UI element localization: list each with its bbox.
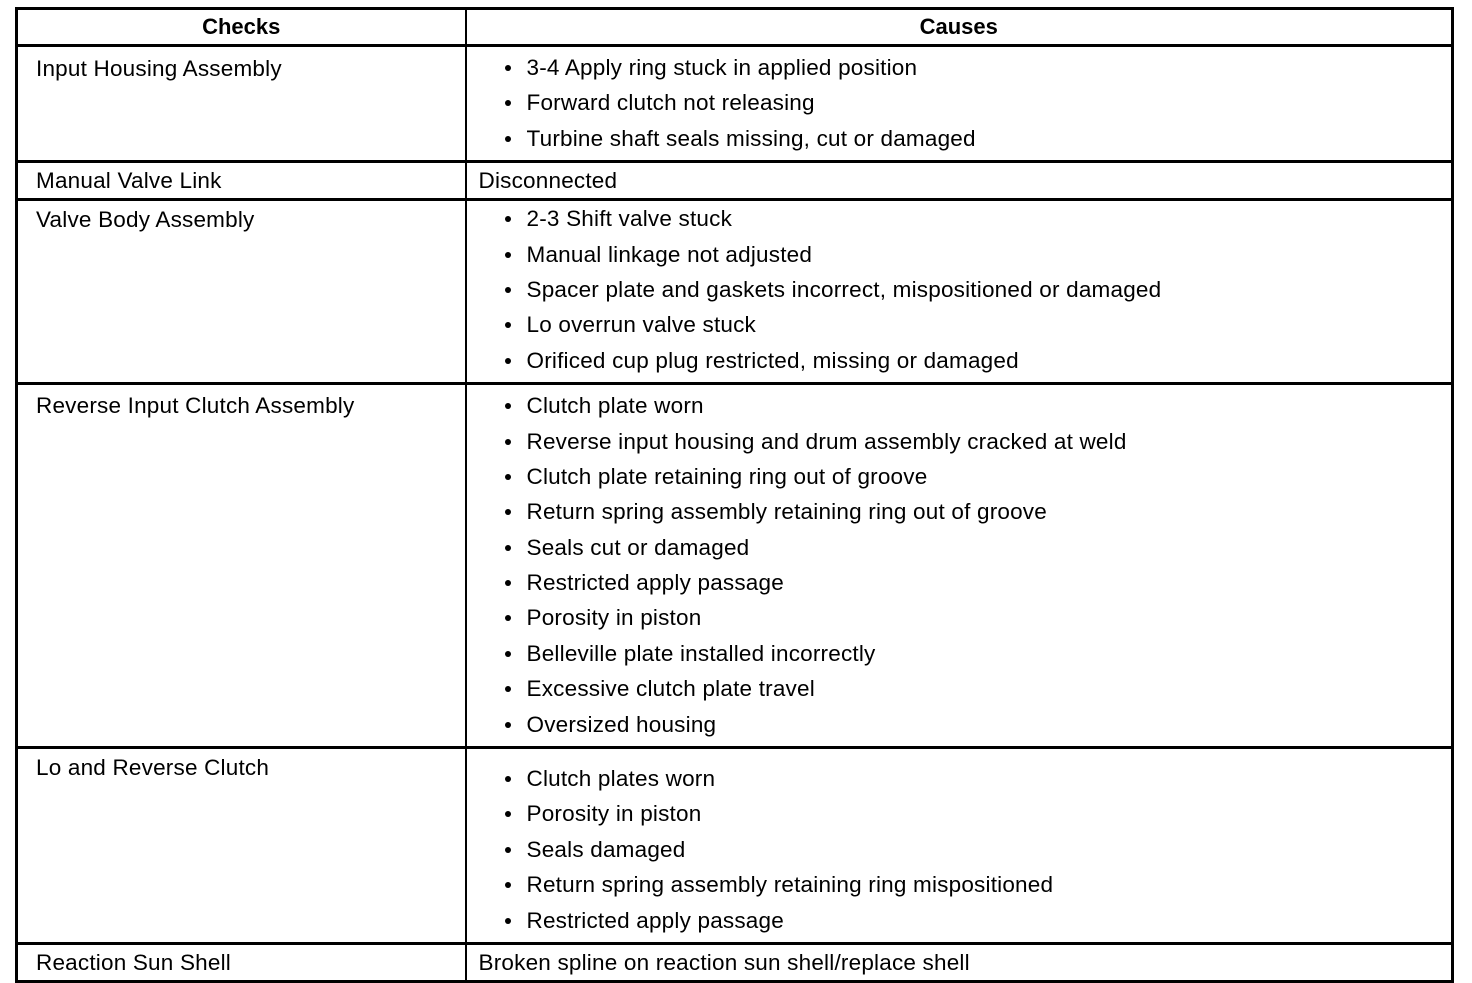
check-cell [17, 200, 466, 384]
cause-item: Excessive clutch plate travel [505, 671, 1452, 706]
diagnosis-table [15, 7, 1454, 983]
check-cell [17, 46, 466, 162]
causes-cell [466, 943, 1453, 981]
cause-item: Return spring assembly retaining ring out of groove [505, 494, 1452, 529]
cause-item: Clutch plates worn [505, 761, 1452, 796]
causes-cell [466, 162, 1453, 200]
cause-item: Seals cut or damaged [505, 530, 1452, 565]
cause-item: Reverse input housing and drum assembly cracked at weld [505, 424, 1452, 459]
check-cell [17, 162, 466, 200]
cause-text: Disconnected [478, 168, 618, 194]
cause-item: Forward clutch not releasing [505, 85, 1452, 120]
cause-list [467, 47, 1452, 160]
cause-item: Orificed cup plug restricted, missing or damaged [505, 343, 1452, 378]
cause-item: Restricted apply passage [505, 565, 1452, 600]
cause-item: Return spring assembly retaining ring mispositioned [505, 867, 1452, 902]
check-label: Reaction Sun Shell [36, 949, 231, 975]
cause-item: Spacer plate and gaskets incorrect, mispositioned or damaged [505, 272, 1452, 307]
cause-item: Clutch plate retaining ring out of groove [505, 459, 1452, 494]
cause-item: Belleville plate installed incorrectly [505, 636, 1452, 671]
cause-item: Oversized housing [505, 707, 1452, 742]
check-cell [17, 384, 466, 748]
check-label: Lo and Reverse Clutch [36, 755, 270, 781]
cause-item: 3-4 Apply ring stuck in applied position [505, 50, 1452, 85]
cause-text: Broken spline on reaction sun shell/replace shell [478, 949, 970, 975]
check-label: Input Housing Assembly [36, 56, 282, 81]
checks-column-header: Checks [17, 9, 466, 46]
header-row [17, 9, 1453, 46]
cause-item: Clutch plate worn [505, 388, 1452, 423]
table-row [17, 943, 1453, 981]
check-label: Valve Body Assembly [36, 207, 255, 233]
causes-cell [466, 384, 1453, 748]
cause-list [467, 749, 1452, 942]
table-row [17, 162, 1453, 200]
cause-item: 2-3 Shift valve stuck [505, 201, 1452, 236]
table-row [17, 46, 1453, 162]
cause-item: Seals damaged [505, 832, 1452, 867]
check-label: Reverse Input Clutch Assembly [36, 393, 355, 419]
causes-column-header: Causes [466, 9, 1453, 46]
check-cell [17, 748, 466, 944]
cause-item: Porosity in piston [505, 600, 1452, 635]
table-row [17, 748, 1453, 944]
causes-cell [466, 46, 1453, 162]
cause-item: Manual linkage not adjusted [505, 237, 1452, 272]
cause-list [467, 201, 1452, 382]
table-row [17, 384, 1453, 748]
check-cell [17, 943, 466, 981]
cause-list [467, 385, 1452, 746]
check-label: Manual Valve Link [36, 168, 222, 194]
causes-cell [466, 200, 1453, 384]
cause-item: Restricted apply passage [505, 903, 1452, 938]
table-row [17, 200, 1453, 384]
causes-cell [466, 748, 1453, 944]
cause-item: Turbine shaft seals missing, cut or damaged [505, 121, 1452, 156]
cause-item: Lo overrun valve stuck [505, 307, 1452, 342]
cause-item: Porosity in piston [505, 796, 1452, 831]
